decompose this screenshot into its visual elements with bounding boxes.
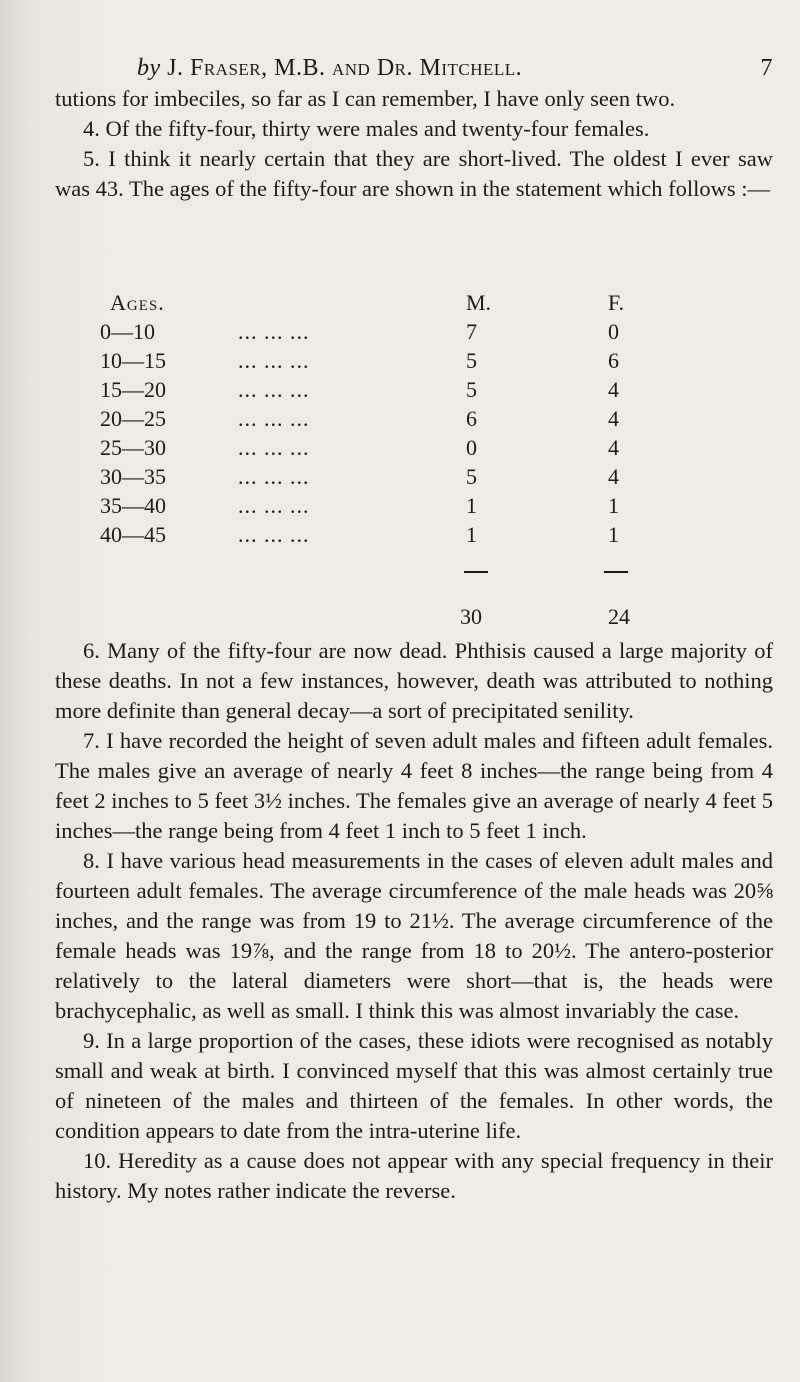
running-head-authors: J. Fraser, M.B. and Dr. Mitchell. [167, 55, 523, 81]
male-count: 5 [466, 464, 477, 489]
paragraph: 5. I think it nearly certain that they are short-lived. The oldest I ever saw was 43. The ages of the fifty-four are shown in the statement which follows :— [55, 146, 773, 201]
table-row [100, 346, 700, 375]
age-range: 25—30 [100, 435, 166, 460]
age-range: 20—25 [100, 406, 166, 431]
header-males: M. [466, 290, 492, 315]
male-count: 6 [466, 406, 477, 431]
running-head-prefix: by [137, 55, 161, 81]
paragraph: 9. In a large proportion of the cases, these idiots were recognised as notably small and weak at birth. I convinced myself that this was almost certainly true of nineteen of the males and thirteen of the females. In other words, the condition appears to date from the intra-uterine life. [55, 1028, 773, 1143]
paragraph: 8. I have various head measurements in the cases of eleven adult males and fourteen adult females. The average circumference of the male heads was 20⅝ inches, and the range was from 19 to 21½. The average circumference of the female heads was 19⅞, and the range from 18 to 20½. The antero-posterior relatively to the lateral diameters were short—that is, the heads were brachycephalic, as well as small. I think this was almost invariably the case. [55, 848, 773, 1023]
leader-dots: ... ... ... [238, 377, 310, 402]
male-count: 5 [466, 377, 477, 402]
leader-dots: ... ... ... [238, 319, 310, 344]
female-count: 4 [608, 435, 619, 460]
leader-dots: ... ... ... [238, 435, 310, 460]
table-row [100, 491, 700, 520]
female-count: 4 [608, 464, 619, 489]
table-row [100, 462, 700, 491]
body-text-top [55, 84, 773, 204]
male-total: 30 [460, 604, 482, 629]
male-count: 5 [466, 348, 477, 373]
female-count: 1 [608, 493, 619, 518]
age-table [100, 288, 700, 549]
leader-dots: ... ... ... [238, 348, 310, 373]
paragraph: 4. Of the fifty-four, thirty were males and twenty-four females. [83, 116, 650, 141]
male-count: 7 [466, 319, 477, 344]
leader-dots: ... ... ... [238, 406, 310, 431]
age-range: 40—45 [100, 522, 166, 547]
female-total: 24 [608, 604, 630, 629]
page-number: 7 [760, 55, 773, 81]
table-row [100, 520, 700, 549]
running-head [137, 55, 522, 82]
age-range: 15—20 [100, 377, 166, 402]
table-row [100, 375, 700, 404]
header-females: F. [608, 290, 624, 315]
male-count: 1 [466, 522, 477, 547]
table-row [100, 317, 700, 346]
table-header-row [100, 288, 700, 317]
age-range: 35—40 [100, 493, 166, 518]
table-row [100, 433, 700, 462]
female-count: 4 [608, 406, 619, 431]
header-ages: Ages. [110, 290, 165, 315]
female-count: 1 [608, 522, 619, 547]
paragraph: 7. I have recorded the height of seven adult males and fifteen adult females. The males give an average of nearly 4 feet 8 inches—the range being from 4 feet 2 inches to 5 feet 3½ inches. The females give an average of nearly 4 feet 5 inches—the range being from 4 feet 1 inch to 5 feet 1 inch. [55, 728, 773, 843]
leader-dots: ... ... ... [238, 493, 310, 518]
age-range: 10—15 [100, 348, 166, 373]
total-rule-males [464, 571, 488, 573]
female-count: 4 [608, 377, 619, 402]
leader-dots: ... ... ... [238, 522, 310, 547]
paragraph: tutions for imbeciles, so far as I can remember, I have only seen two. [55, 86, 676, 111]
leader-dots: ... ... ... [238, 464, 310, 489]
age-range: 30—35 [100, 464, 166, 489]
table-row [100, 404, 700, 433]
paragraph: 10. Heredity as a cause does not appear with any special frequency in their history. My notes rather indicate the reverse. [55, 1148, 773, 1203]
body-text-bottom [55, 636, 773, 1206]
male-count: 0 [466, 435, 477, 460]
total-rule-females [604, 571, 628, 573]
paragraph: 6. Many of the fifty-four are now dead. Phthisis caused a large majority of these deaths. In not a few instances, however, death was attributed to nothing more definite than general decay—a sort of precipitated senility. [55, 638, 773, 723]
female-count: 6 [608, 348, 619, 373]
age-range: 0—10 [100, 319, 155, 344]
male-count: 1 [466, 493, 477, 518]
female-count: 0 [608, 319, 619, 344]
